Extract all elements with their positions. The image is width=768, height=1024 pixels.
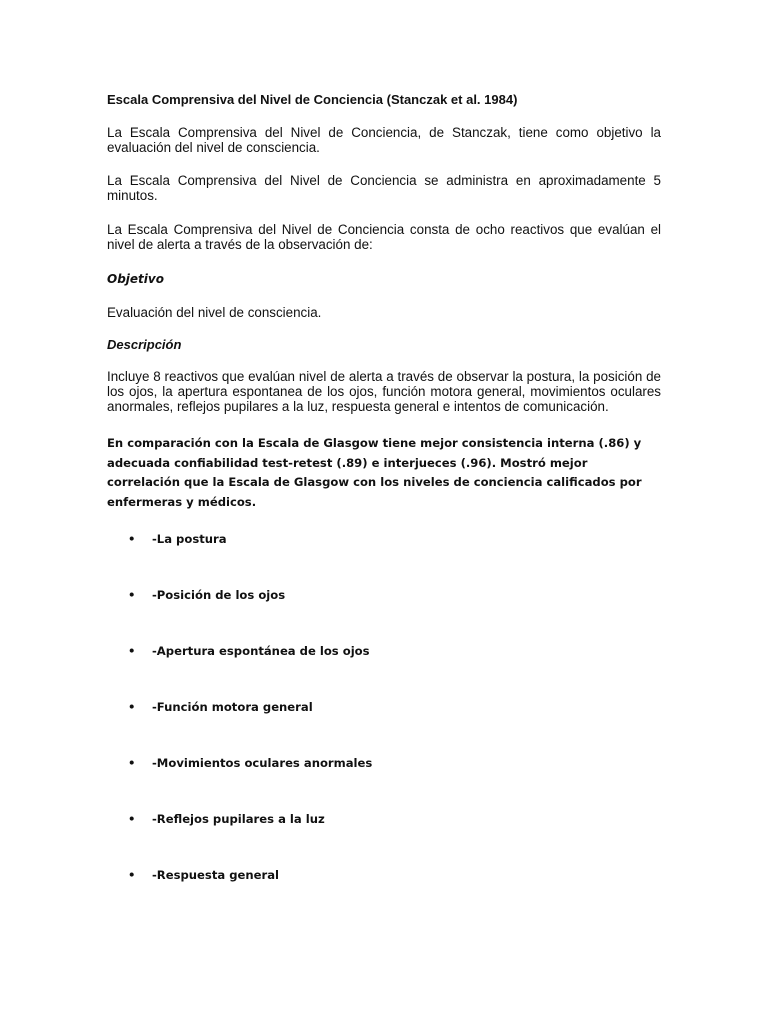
list-item bbox=[128, 588, 285, 602]
list-item bbox=[128, 532, 227, 546]
objective-heading: Objetivo bbox=[107, 272, 164, 286]
list-item-label: -Movimientos oculares anormales bbox=[152, 756, 373, 770]
bullet-icon: • bbox=[128, 700, 136, 714]
bullet-icon: • bbox=[128, 756, 136, 770]
document-title: Escala Comprensiva del Nivel de Conciencia (Stanczak et al. 1984) bbox=[107, 92, 518, 107]
bullet-icon: • bbox=[128, 644, 136, 658]
list-item bbox=[128, 700, 313, 714]
administration-paragraph: La Escala Comprensiva del Nivel de Conciencia se administra en aproximadamente 5 minutos. bbox=[107, 173, 661, 203]
list-item-label: -La postura bbox=[152, 532, 227, 546]
list-item-label: -Función motora general bbox=[152, 700, 313, 714]
list-item-label: -Respuesta general bbox=[152, 868, 280, 882]
list-item bbox=[128, 644, 370, 658]
description-heading: Descripción bbox=[107, 337, 182, 352]
list-item bbox=[128, 812, 325, 826]
list-item bbox=[128, 868, 279, 882]
bullet-icon: • bbox=[128, 812, 136, 826]
items-paragraph: La Escala Comprensiva del Nivel de Conciencia consta de ocho reactivos que evalúan el nivel de alerta a través de la observación de: bbox=[107, 222, 661, 252]
list-item bbox=[128, 756, 372, 770]
bullet-icon: • bbox=[128, 868, 136, 882]
list-item-label: -Posición de los ojos bbox=[152, 588, 286, 602]
objective-text: Evaluación del nivel de consciencia. bbox=[107, 305, 322, 320]
list-item-label: -Reflejos pupilares a la luz bbox=[152, 812, 325, 826]
list-item-label: -Apertura espontánea de los ojos bbox=[152, 644, 370, 658]
intro-paragraph: La Escala Comprensiva del Nivel de Conciencia, de Stanczak, tiene como objetivo la evaluación del nivel de consciencia. bbox=[107, 125, 661, 155]
bullet-icon: • bbox=[128, 588, 136, 602]
bullet-icon: • bbox=[128, 532, 136, 546]
description-text: Incluye 8 reactivos que evalúan nivel de alerta a través de observar la postura, la posición de los ojos, la apertura espontanea de los ojos, función motora general, movimientos oculares anormales, reflejos pupilares a la luz, respuesta general e intentos de comunicación. bbox=[107, 369, 661, 414]
comparison-text: En comparación con la Escala de Glasgow tiene mejor consistencia interna (.86) y adecuada confiabilidad test-retest (.89) e interjueces (.96). Mostró mejor correlación que la Escala de Glasgow con los niveles de conciencia calificados por enfermeras y médicos. bbox=[107, 436, 642, 509]
